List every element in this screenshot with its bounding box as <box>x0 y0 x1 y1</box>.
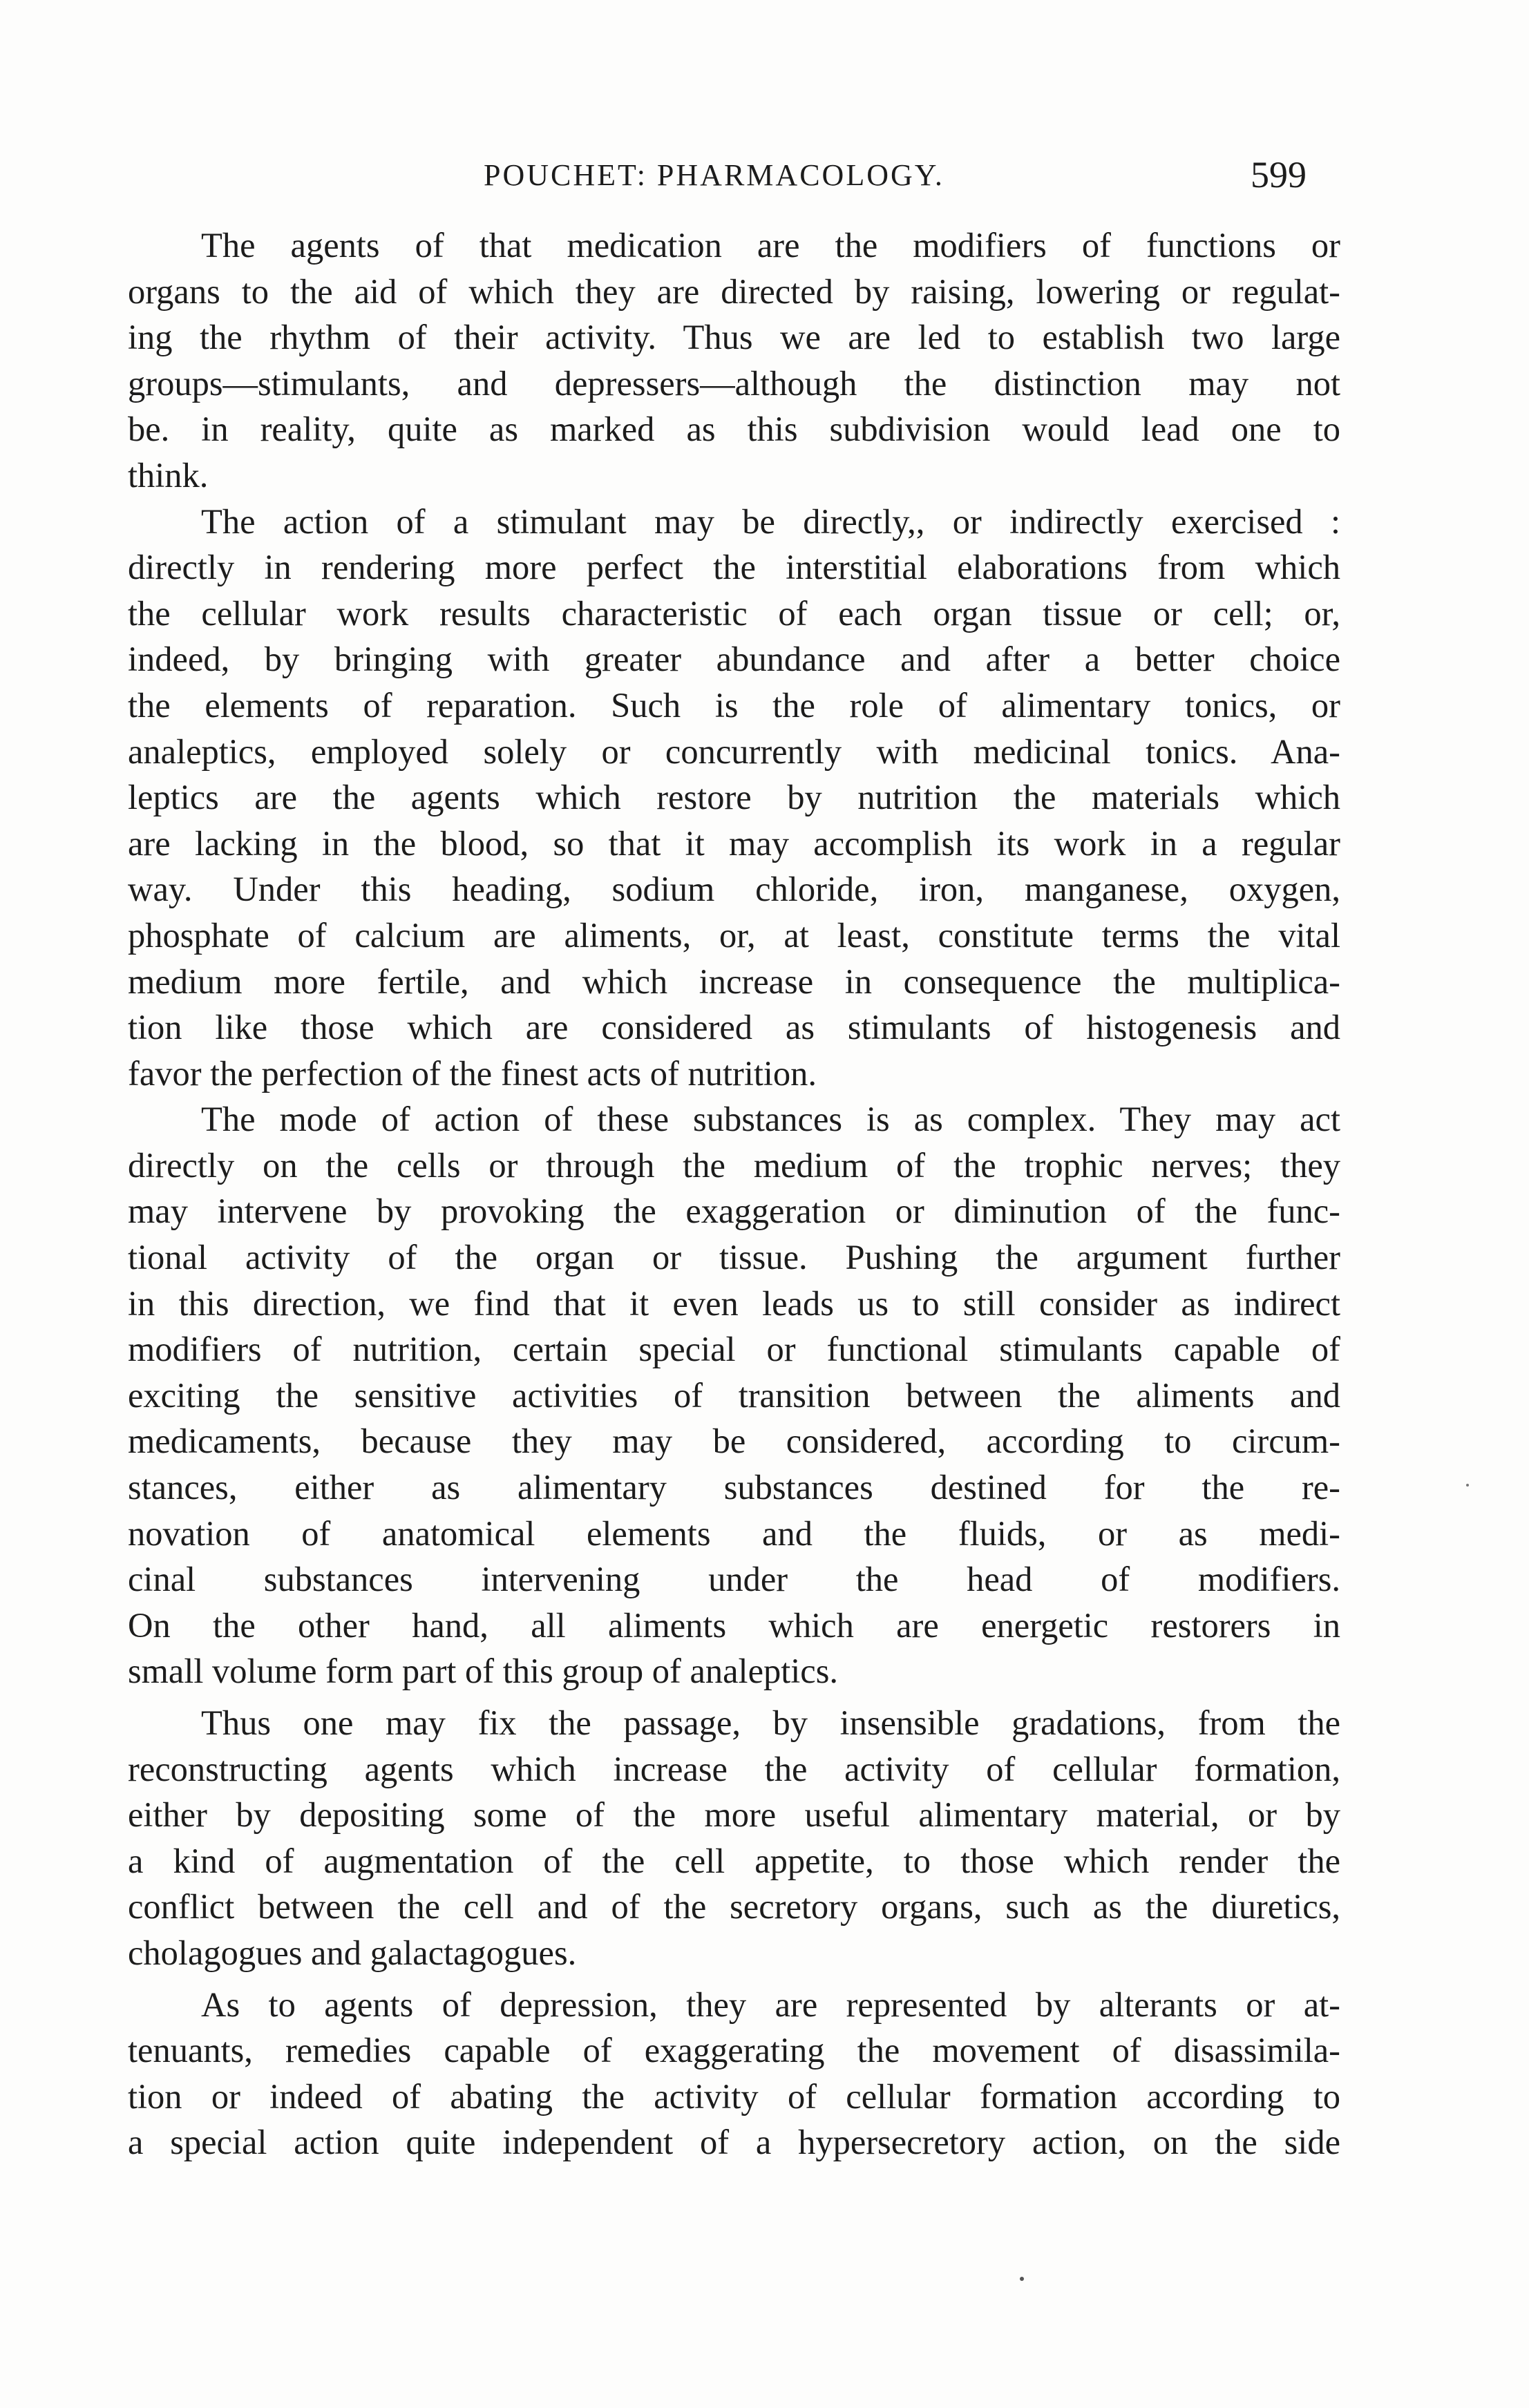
print-speck <box>1466 1484 1469 1487</box>
text-line: stances, either as alimentary substances destined for the re- <box>128 1468 1340 1507</box>
text-line: think. <box>128 455 209 495</box>
text-line: the elements of reparation. Such is the role of alimentary tonics, or <box>128 685 1340 725</box>
running-title: POUCHET: PHARMACOLOGY. <box>484 158 944 192</box>
text-line: conflict between the cell and of the secretory organs, such as the diuretics, <box>128 1887 1340 1927</box>
text-line: in this direction, we find that it even leads us to still consider as indirect <box>128 1283 1340 1323</box>
text-line: As to agents of depression, they are represented by alterants or at- <box>201 1985 1340 2024</box>
text-line: tion like those which are considered as stimulants of histogenesis and <box>128 1008 1340 1047</box>
text-line: be. in reality, quite as marked as this subdivision would lead one to <box>128 410 1340 449</box>
text-line: either by depositing some of the more useful alimentary material, or by <box>128 1795 1340 1835</box>
text-line: directly in rendering more perfect the interstitial elaborations from which <box>128 548 1340 587</box>
text-line: leptics are the agents which restore by nutrition the materials which <box>128 778 1340 817</box>
text-line: favor the perfection of the finest acts of nutrition. <box>128 1053 817 1093</box>
text-line: are lacking in the blood, so that it may accomplish its work in a regular <box>128 823 1340 863</box>
text-line: a special action quite independent of a hypersecretory action, on the side <box>128 2123 1340 2162</box>
body-text <box>128 222 1340 2166</box>
paragraph <box>128 499 1340 1097</box>
text-line: the cellular work results characteristic of each organ tissue or cell; or, <box>128 593 1340 633</box>
text-line: directly on the cells or through the medium of the trophic nerves; they <box>128 1145 1340 1185</box>
text-line: exciting the sensitive activities of transition between the aliments and <box>128 1375 1340 1415</box>
paragraph-gap <box>128 1976 1340 1982</box>
text-line: may intervene by provoking the exaggeration or diminution of the func- <box>128 1192 1340 1231</box>
text-line: organs to the aid of which they are directed by raising, lowering or regulat- <box>128 271 1340 311</box>
text-line: tion or indeed of abating the activity of cellular formation according to <box>128 2076 1340 2116</box>
text-line: tenuants, remedies capable of exaggerating the movement of disassimila- <box>128 2031 1340 2070</box>
paragraph <box>128 1096 1340 1694</box>
text-line: phosphate of calcium are aliments, or, at least, constitute terms the vital <box>128 915 1340 955</box>
text-line: modifiers of nutrition, certain special or functional stimulants capable of <box>128 1330 1340 1369</box>
paragraph <box>128 1982 1340 2166</box>
text-line: ing the rhythm of their activity. Thus we are led to establish two large <box>128 318 1340 357</box>
text-line: Thus one may fix the passage, by insensible gradations, from the <box>201 1703 1340 1742</box>
text-line: reconstructing agents which increase the activity of cellular formation, <box>128 1749 1340 1788</box>
text-line: analeptics, employed solely or concurrently with medicinal tonics. Ana- <box>128 732 1340 771</box>
text-line: a kind of augmentation of the cell appetite, to those which render the <box>128 1841 1340 1880</box>
text-line: On the other hand, all aliments which are energetic restorers in <box>128 1605 1340 1645</box>
text-line: groups—stimulants, and depressers—although the distinction may not <box>128 363 1340 403</box>
text-line: The mode of action of these substances is as complex. They may act <box>201 1100 1340 1139</box>
text-line: way. Under this heading, sodium chloride, iron, manganese, oxygen, <box>128 870 1340 909</box>
paragraph <box>128 222 1340 499</box>
paragraph-gap <box>128 1694 1340 1700</box>
text-line: cinal substances intervening under the head of modifiers. <box>128 1560 1340 1599</box>
text-line: indeed, by bringing with greater abundance and after a better choice <box>128 640 1340 679</box>
running-head <box>0 154 1529 199</box>
print-speck <box>1020 2277 1024 2281</box>
text-line: The agents of that medication are the modifiers of functions or <box>201 226 1340 265</box>
page-number: 599 <box>1251 154 1307 195</box>
text-line: cholagogues and galactagogues. <box>128 1933 577 1972</box>
text-line: novation of anatomical elements and the fluids, or as medi- <box>128 1513 1340 1553</box>
text-line: medicaments, because they may be considered, according to circum- <box>128 1422 1340 1461</box>
paragraph <box>128 1700 1340 1976</box>
text-line: medium more fertile, and which increase in consequence the multiplica- <box>128 962 1340 1001</box>
text-line: small volume form part of this group of analeptics. <box>128 1652 839 1691</box>
text-line: The action of a stimulant may be directly,, or indirectly exercised : <box>201 501 1340 541</box>
text-line: tional activity of the organ or tissue. Pushing the argument further <box>128 1238 1340 1277</box>
